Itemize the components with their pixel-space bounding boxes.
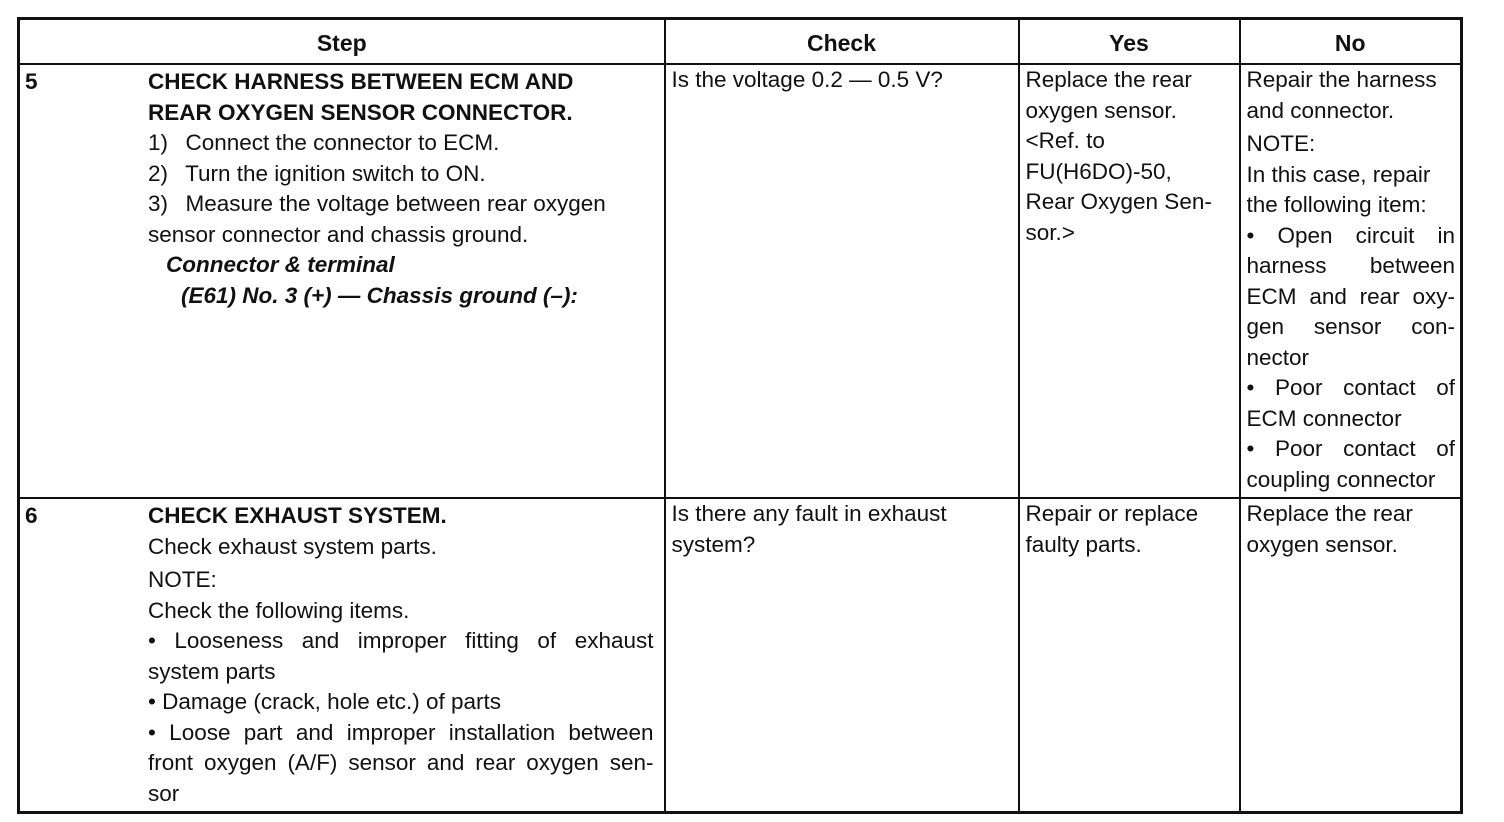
step-title-line: REAR OXYGEN SENSOR CONNECTOR.	[148, 99, 573, 125]
table-row	[19, 498, 1462, 813]
header-yes: Yes	[1019, 19, 1240, 65]
step-instruction: 2) Turn the ignition switch to ON.	[148, 160, 486, 186]
yes-line: oxygen sensor.	[1025, 97, 1177, 123]
no-cell	[1240, 498, 1462, 813]
header-no: No	[1240, 19, 1462, 65]
header-check: Check	[665, 19, 1019, 65]
step-instruction: sensor connector and chassis ground.	[148, 221, 529, 247]
step-instruction: 3) Measure the voltage between rear oxygen	[148, 191, 606, 216]
check-text: Is the voltage 0.2 — 0.5 V?	[671, 67, 943, 92]
step-number: 6	[25, 503, 38, 528]
check-line: system?	[671, 531, 756, 557]
check-cell	[665, 498, 1019, 813]
no-line: oxygen sensor.	[1246, 531, 1398, 557]
bullet-item: • Poor contact of ECM connector	[1246, 375, 1455, 431]
note-line: the following item:	[1246, 192, 1427, 217]
bullet-item: • Open circuit in harness between ECM and rear oxy- gen sensor con- nector	[1246, 222, 1455, 370]
bullet-item: • Damage (crack, hole etc.) of parts	[148, 689, 502, 714]
no-cell	[1240, 64, 1462, 498]
no-line: Replace the rear	[1246, 501, 1413, 526]
step-title-line: CHECK HARNESS BETWEEN ECM AND	[148, 69, 574, 94]
bullet-item: • Loose part and improper installation between front oxygen (A/F) sensor and rear oxygen sen- sor	[148, 719, 654, 806]
table-row	[19, 64, 1462, 498]
note-text: Check the following items.	[148, 597, 410, 623]
step-text: Check exhaust system parts.	[148, 533, 437, 559]
step-body	[148, 499, 659, 809]
step-cell	[19, 64, 665, 498]
yes-line: Replace the rear	[1025, 67, 1192, 92]
note-label: NOTE:	[1246, 131, 1316, 156]
yes-cell	[1019, 64, 1240, 498]
step-number: 5	[25, 69, 38, 94]
header-step: Step	[19, 19, 665, 65]
check-line: Is there any fault in exhaust	[671, 501, 947, 526]
yes-line: FU(H6DO)-50,	[1025, 158, 1172, 184]
yes-line: <Ref. to	[1025, 128, 1105, 153]
step-instruction: 1) Connect the connector to ECM.	[148, 130, 500, 155]
bullet-item: • Poor contact of coupling connector	[1246, 436, 1455, 492]
yes-line: Repair or replace	[1025, 501, 1199, 526]
check-cell	[665, 64, 1019, 498]
step-cell	[19, 498, 665, 813]
yes-cell	[1019, 498, 1240, 813]
connector-value: (E61) No. 3 (+) — Chassis ground (–):	[181, 282, 578, 308]
no-line: Repair the harness	[1246, 67, 1437, 92]
bullet-item: • Looseness and improper fitting of exhaust system parts	[148, 628, 654, 684]
step-body	[148, 65, 659, 311]
yes-line: Rear Oxygen Sen-	[1025, 189, 1212, 214]
note-label: NOTE:	[148, 567, 217, 592]
note-line: In this case, repair	[1246, 161, 1431, 187]
connector-label: Connector & terminal	[166, 252, 395, 277]
diagnostic-table	[17, 17, 1463, 814]
header-row	[19, 19, 1462, 65]
step-title-line: CHECK EXHAUST SYSTEM.	[148, 503, 447, 528]
no-line: and connector.	[1246, 97, 1395, 123]
yes-line: faulty parts.	[1025, 531, 1142, 557]
yes-line: sor.>	[1025, 219, 1075, 245]
